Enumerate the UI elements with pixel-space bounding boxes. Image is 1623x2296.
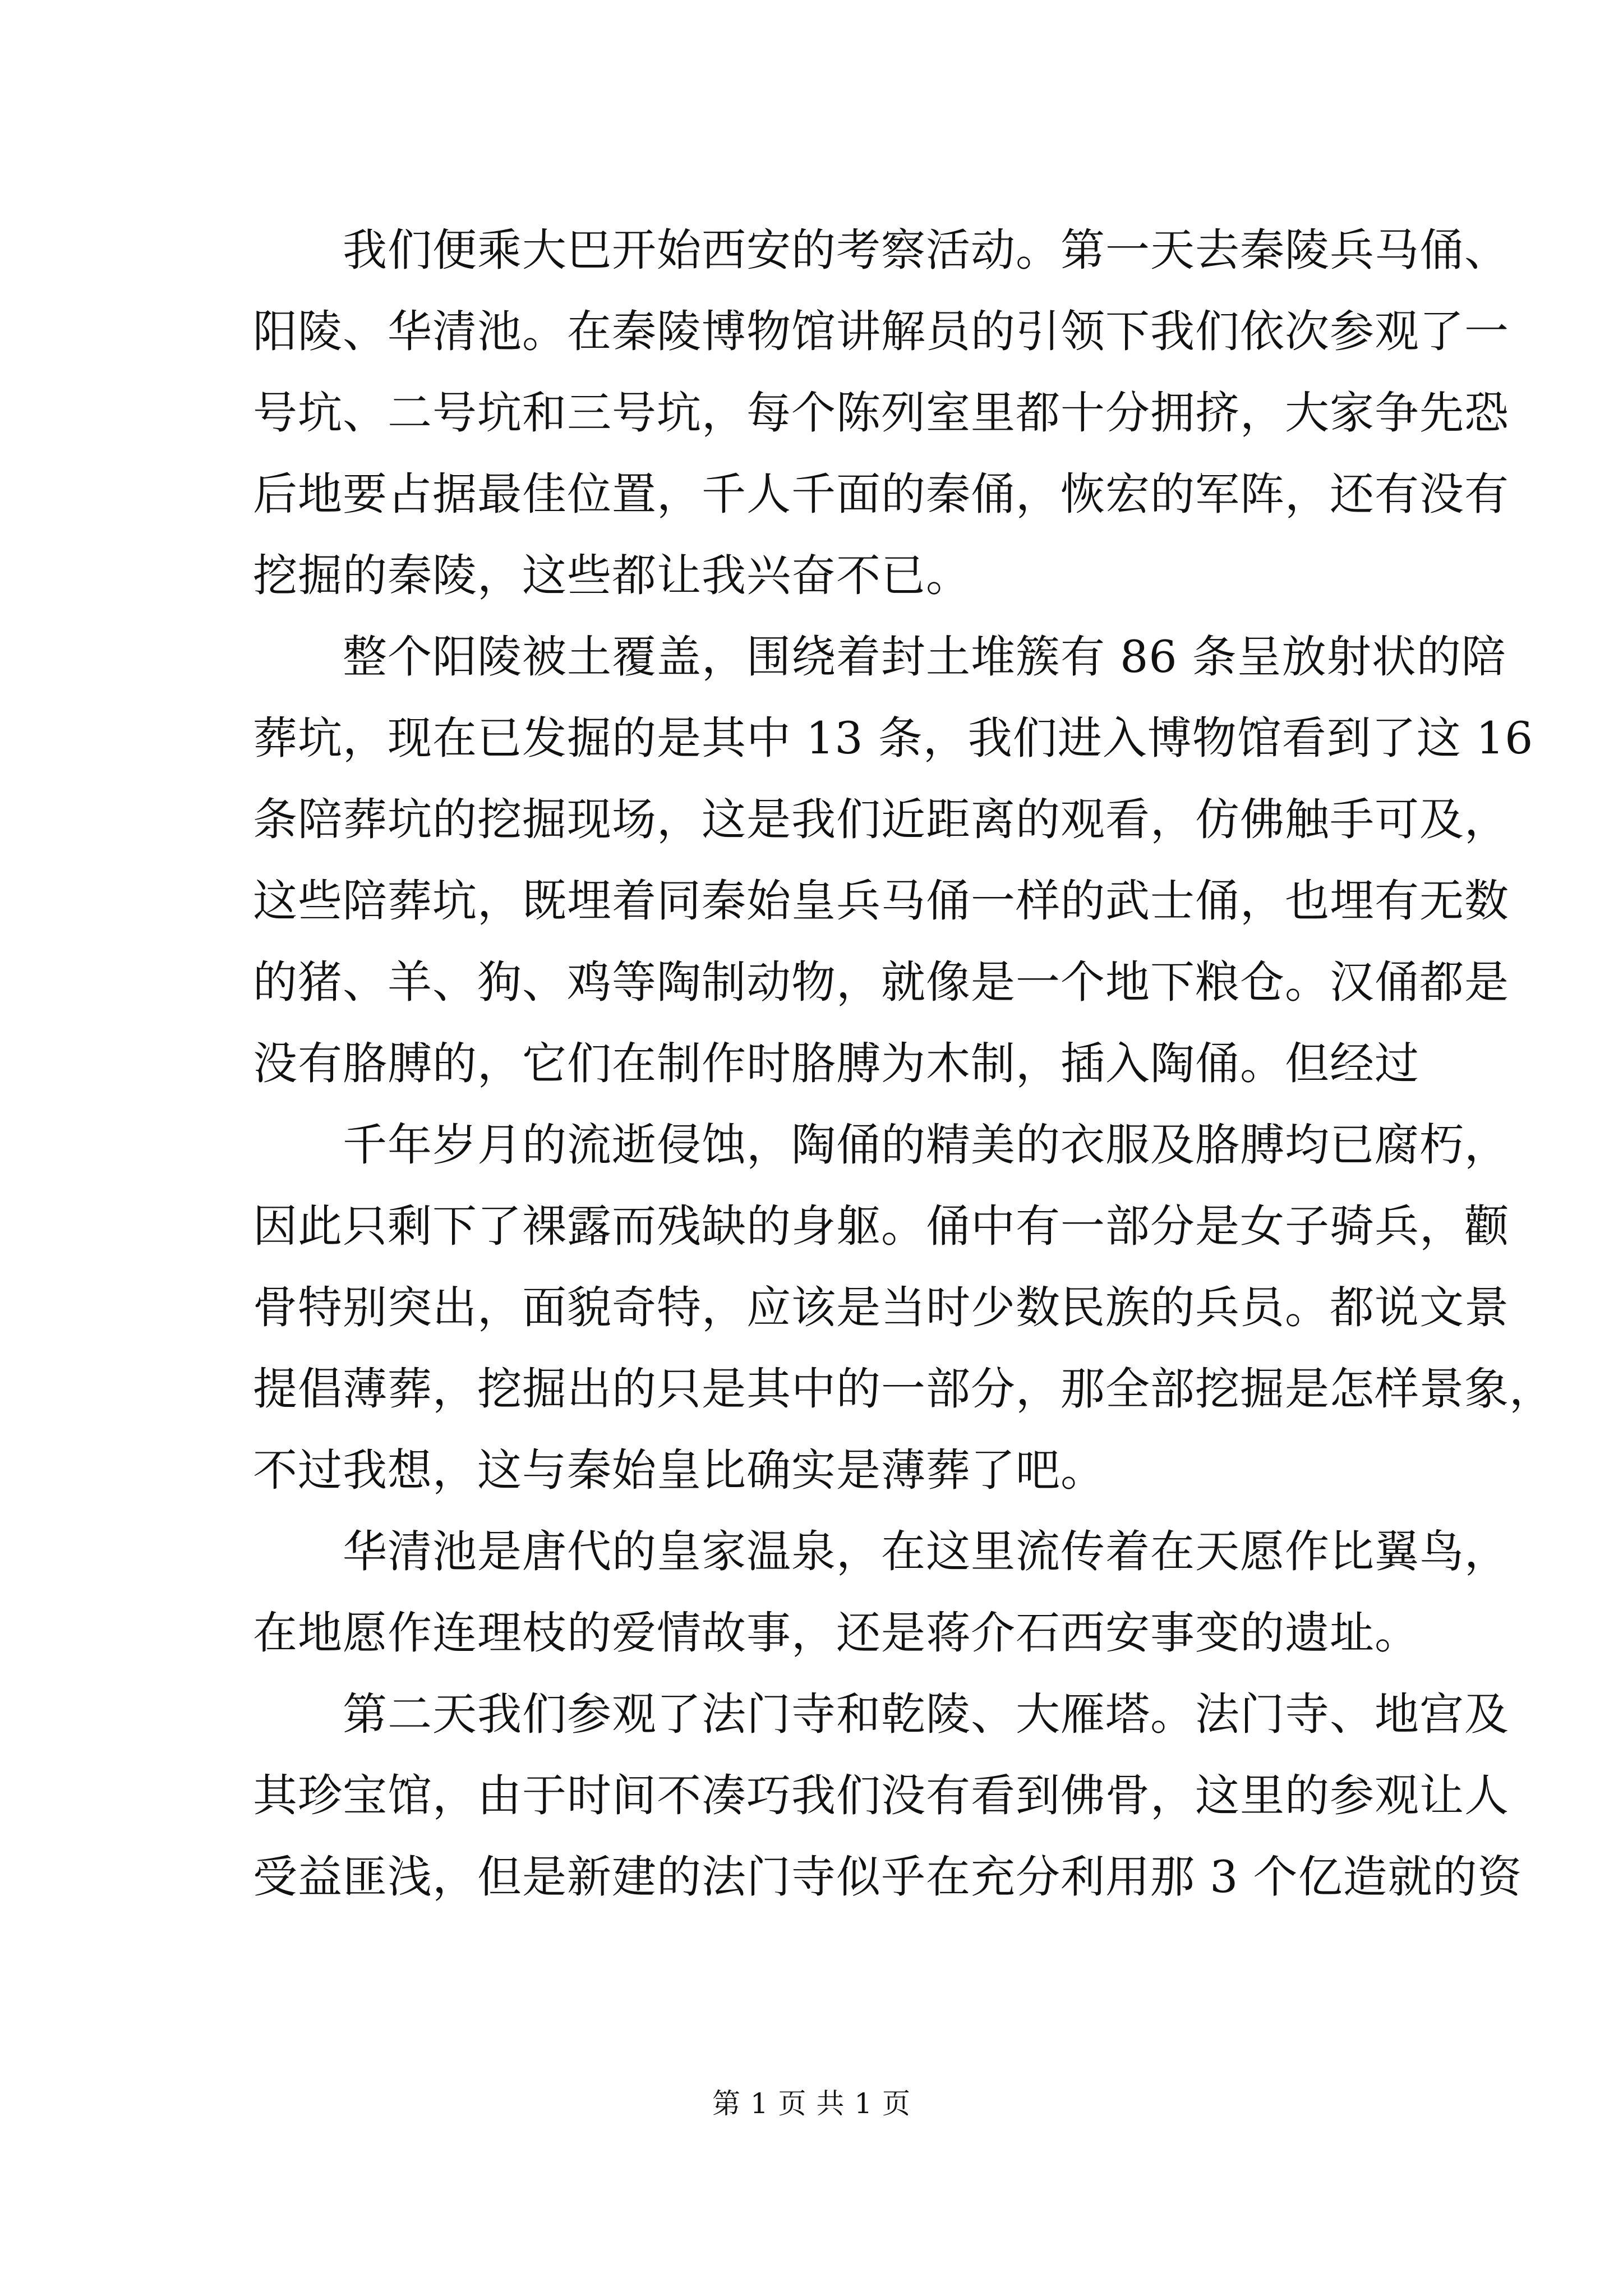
text-line: 因此只剩下了裸露而残缺的身躯。俑中有一部分是女子骑兵，颧 (253, 1200, 1509, 1252)
text-line: 第二天我们参观了法门寺和乾陵、大雁塔。法门寺、地宫及 (343, 1688, 1509, 1740)
text-line: 我们便乘大巴开始西安的考察活动。第一天去秦陵兵马俑、 (343, 224, 1509, 276)
text-line: 在地愿作连理枝的爱情故事，还是蒋介石西安事变的遗址。 (253, 1607, 1419, 1659)
text-line: 葬坑，现在已发掘的是其中 13 条，我们进入博物馆看到了这 16 (253, 712, 1534, 764)
text-line: 的猪、羊、狗、鸡等陶制动物，就像是一个地下粮仓。汉俑都是 (253, 956, 1509, 1008)
text-line: 华清池是唐代的皇家温泉，在这里流传着在天愿作比翼鸟， (343, 1526, 1509, 1577)
text-line: 阳陵、华清池。在秦陵博物馆讲解员的引领下我们依次参观了一 (253, 306, 1509, 357)
text-line: 骨特别突出，面貌奇特，应该是当时少数民族的兵员。都说文景 (253, 1282, 1509, 1333)
text-line: 千年岁月的流逝侵蚀，陶俑的精美的衣服及胳膊均已腐朽， (343, 1119, 1509, 1171)
text-line: 条陪葬坑的挖掘现场，这是我们近距离的观看，仿佛触手可及， (253, 794, 1509, 845)
text-line: 受益匪浅，但是新建的法门寺似乎在充分利用那 3 个亿造就的资 (253, 1851, 1523, 1903)
text-line: 号坑、二号坑和三号坑，每个陈列室里都十分拥挤，大家争先恐 (253, 387, 1509, 439)
text-line: 这些陪葬坑，既埋着同秦始皇兵马俑一样的武士俑，也埋有无数 (253, 875, 1509, 927)
page-footer (0, 2084, 1623, 2123)
text-line: 提倡薄葬，挖掘出的只是其中的一部分，那全部挖掘是怎样景象， (253, 1363, 1554, 1415)
text-line: 后地要占据最佳位置，千人千面的秦俑，恢宏的军阵，还有没有 (253, 468, 1509, 520)
text-line: 不过我想，这与秦始皇比确实是薄葬了吧。 (253, 1444, 1105, 1496)
text-line: 整个阳陵被土覆盖，围绕着封土堆簇有 86 条呈放射状的陪 (343, 631, 1506, 683)
text-line: 没有胳膊的，它们在制作时胳膊为木制，插入陶俑。但经过 (253, 1038, 1419, 1089)
page-number-label: 第 1 页 共 1 页 (712, 2087, 911, 2120)
text-line: 其珍宝馆，由于时间不凑巧我们没有看到佛骨，这里的参观让人 (253, 1770, 1509, 1821)
text-line: 挖掘的秦陵，这些都让我兴奋不已。 (253, 550, 971, 601)
